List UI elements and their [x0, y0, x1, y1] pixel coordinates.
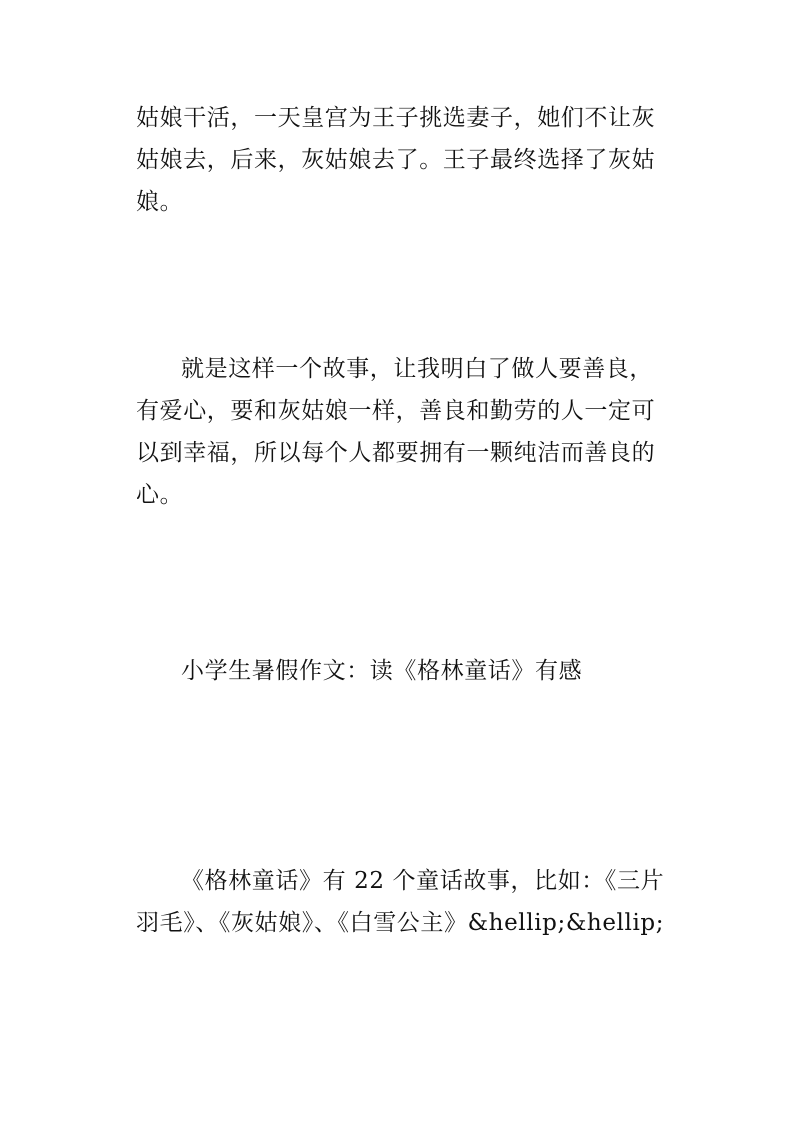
paragraph-2-line-1: 就是这样一个故事，让我明白了做人要善良，: [181, 356, 653, 382]
paragraph-3-line-1: 《格林童话》有 22 个童话故事，比如：《三片: [181, 868, 665, 894]
paragraph-2-line-2: 有爱心，要和灰姑娘一样，善良和勤劳的人一定可: [136, 398, 656, 424]
paragraph-2-line-3: 以到幸福，所以每个人都要拥有一颗纯洁而善良的: [136, 440, 656, 466]
paragraph-1-line-2: 姑娘去，后来，灰姑娘去了。王子最终选择了灰姑: [136, 147, 656, 173]
paragraph-2-line-4: 心。: [136, 482, 184, 508]
paragraph-1-line-1: 姑娘干活，一天皇宫为王子挑选妻子，她们不让灰: [136, 105, 656, 131]
paragraph-3-line-2: 羽毛》、《灰姑娘》、《白雪公主》&hellip;&hellip;: [136, 910, 665, 936]
section-heading: 小学生暑假作文：读《格林童话》有感: [181, 658, 583, 684]
paragraph-1-line-3: 娘。: [136, 189, 184, 215]
